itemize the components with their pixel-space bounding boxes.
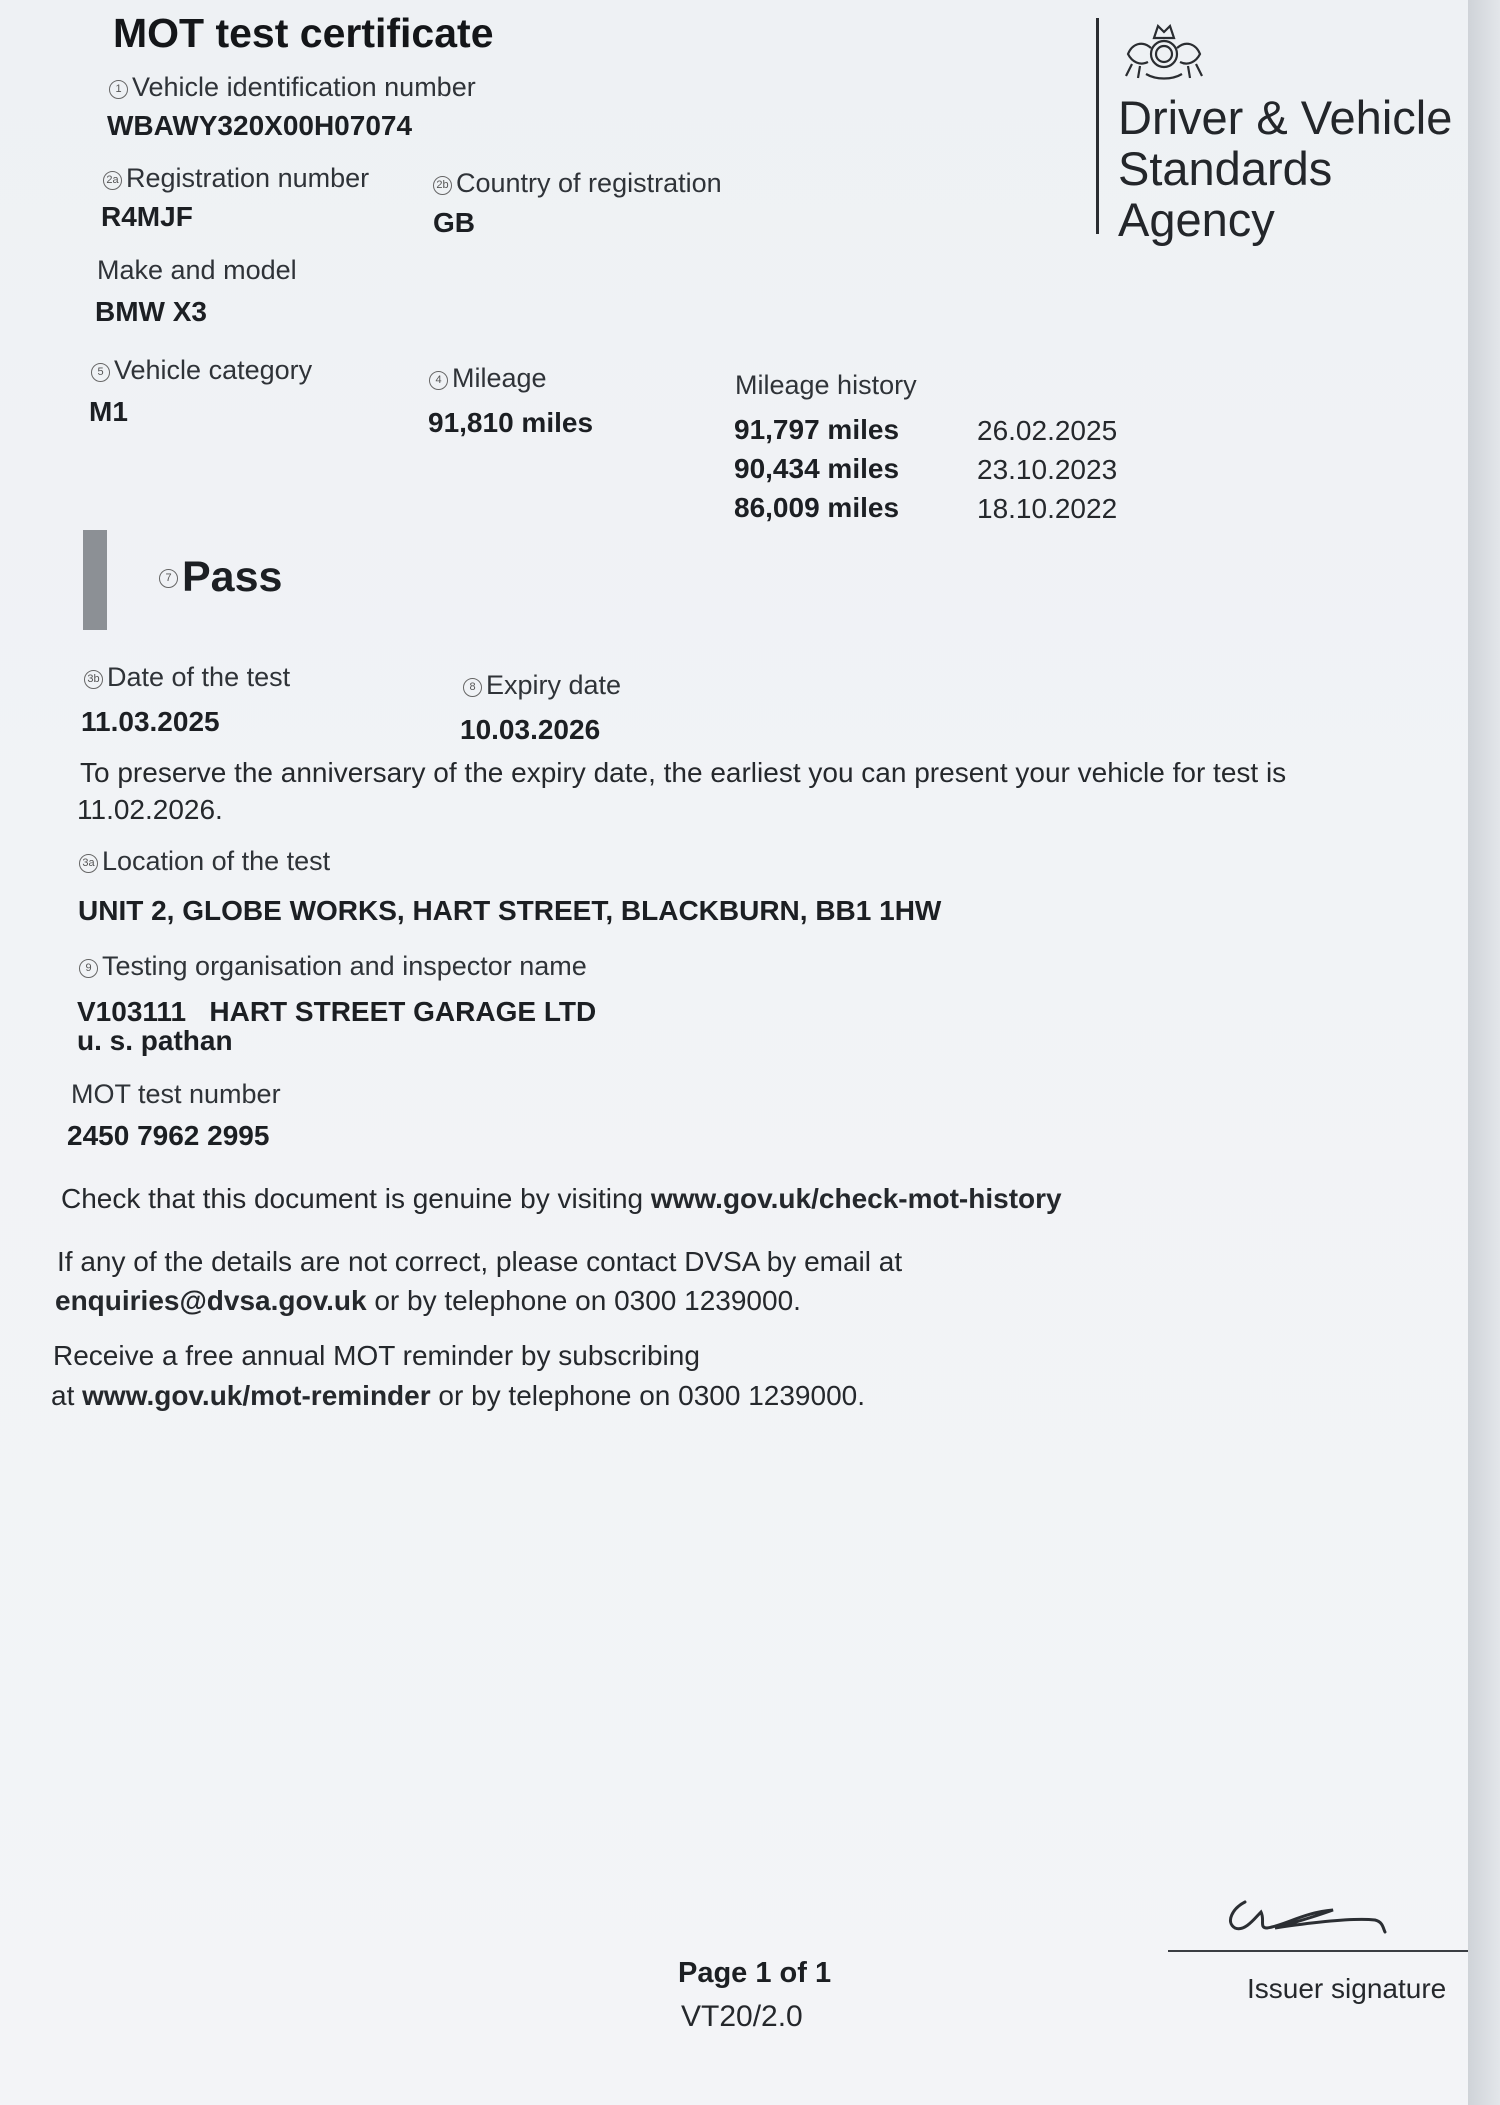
- expiry-date-value: 10.03.2026: [460, 714, 601, 745]
- inspector-name: u. s. pathan: [77, 1025, 233, 1056]
- location-label: [79, 846, 330, 877]
- field-number-badge: 5: [91, 363, 110, 382]
- reminder-line-2: [51, 1380, 865, 1412]
- make-model-value: BMW X3: [95, 296, 207, 327]
- result-indicator-bar: [83, 530, 107, 630]
- make-model-label: Make and model: [97, 255, 297, 285]
- test-date-value: 11.03.2025: [81, 706, 220, 737]
- location-label-text: Location of the test: [102, 846, 331, 876]
- history-miles-3: 86,009 miles: [734, 492, 900, 523]
- agency-line-2: Standards: [1118, 142, 1333, 195]
- contact-line-2: [55, 1285, 801, 1317]
- category-value: M1: [89, 396, 128, 427]
- reminder-phone-text: or by telephone on 0300 1239000.: [430, 1380, 865, 1411]
- issuer-signature-label: Issuer signature: [1247, 1973, 1447, 2004]
- agency-name: [1118, 92, 1452, 245]
- field-number-badge: 3a: [79, 854, 98, 873]
- anniversary-note-line-2: 11.02.2026.: [77, 794, 223, 825]
- verify-text: [61, 1183, 1062, 1215]
- country-label: [433, 168, 722, 199]
- organisation-label-text: Testing organisation and inspector name: [102, 951, 587, 981]
- category-label-text: Vehicle category: [114, 355, 313, 385]
- organisation-id: V103111: [77, 996, 187, 1027]
- agency-line-1: Driver & Vehicle: [1118, 91, 1453, 144]
- contact-phone-text: or by telephone on 0300 1239000.: [366, 1285, 801, 1316]
- mot-reminder-link[interactable]: www.gov.uk/mot-reminder: [82, 1380, 431, 1411]
- agency-divider: [1096, 18, 1099, 234]
- field-number-badge: 1: [109, 80, 128, 99]
- page-edge: [1468, 0, 1500, 2105]
- test-result: [159, 553, 282, 602]
- country-label-text: Country of registration: [456, 168, 722, 198]
- test-result-value: Pass: [182, 553, 283, 601]
- royal-crest-icon: [1118, 18, 1210, 84]
- location-value: UNIT 2, GLOBE WORKS, HART STREET, BLACKBURN, BB1 1HW: [78, 895, 942, 926]
- registration-label-text: Registration number: [126, 163, 370, 193]
- field-number-badge: 3b: [84, 670, 103, 689]
- test-number-label: MOT test number: [71, 1079, 281, 1109]
- contact-line-1: If any of the details are not correct, please contact DVSA by email at: [57, 1246, 903, 1277]
- mileage-label-text: Mileage: [452, 363, 547, 393]
- mileage-label: [429, 363, 547, 394]
- vin-value: WBAWY320X00H07074: [107, 110, 413, 141]
- field-number-badge: 2b: [433, 176, 452, 195]
- anniversary-note-line-1: To preserve the anniversary of the expiry date, the earliest you can present your vehicle for test is: [80, 757, 1287, 788]
- contact-email-link[interactable]: enquiries@dvsa.gov.uk: [55, 1285, 367, 1316]
- registration-label: [103, 163, 369, 194]
- vin-label-text: Vehicle identification number: [132, 72, 476, 102]
- history-date-2: 23.10.2023: [977, 454, 1118, 485]
- history-miles-1: 91,797 miles: [734, 414, 900, 445]
- test-number-value: 2450 7962 2995: [67, 1120, 270, 1151]
- organisation-label: [79, 951, 587, 982]
- check-mot-history-link[interactable]: www.gov.uk/check-mot-history: [650, 1183, 1062, 1214]
- field-number-badge: 9: [79, 959, 98, 978]
- document-title: MOT test certificate: [113, 10, 494, 56]
- history-date-1: 26.02.2025: [977, 415, 1118, 446]
- mileage-history-label: Mileage history: [735, 370, 917, 400]
- form-code: VT20/2.0: [681, 2000, 803, 2033]
- page-number: Page 1 of 1: [678, 1957, 832, 1989]
- vin-label: [109, 72, 476, 103]
- field-number-badge: 2a: [103, 171, 122, 190]
- reminder-prefix: at: [51, 1380, 83, 1411]
- organisation-value: [77, 996, 596, 1028]
- test-date-label-text: Date of the test: [107, 662, 291, 692]
- history-miles-2: 90,434 miles: [734, 453, 900, 484]
- country-value: GB: [433, 207, 475, 238]
- verify-text-prefix: Check that this document is genuine by visiting: [61, 1183, 651, 1214]
- issuer-signature-mark: [1215, 1888, 1435, 1948]
- field-number-badge: 4: [429, 371, 448, 390]
- expiry-date-label: [463, 670, 621, 701]
- category-label: [91, 355, 312, 386]
- mileage-value: 91,810 miles: [428, 407, 594, 438]
- registration-value: R4MJF: [101, 201, 193, 232]
- test-date-label: [84, 662, 290, 693]
- history-date-3: 18.10.2022: [977, 493, 1118, 524]
- signature-line: [1168, 1950, 1468, 1952]
- reminder-line-1: Receive a free annual MOT reminder by subscribing: [53, 1340, 700, 1371]
- expiry-date-label-text: Expiry date: [486, 670, 622, 700]
- agency-line-3: Agency: [1118, 193, 1275, 246]
- field-number-badge: 8: [463, 678, 482, 697]
- organisation-name: HART STREET GARAGE LTD: [209, 996, 597, 1027]
- field-number-badge: 7: [159, 569, 178, 588]
